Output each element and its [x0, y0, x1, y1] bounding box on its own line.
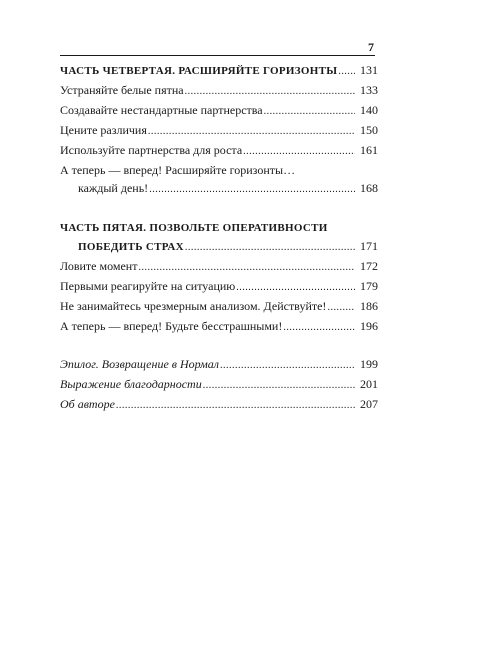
toc-entry[interactable] [60, 121, 378, 141]
toc-part-5 [60, 219, 378, 337]
toc-entry-title: Создавайте нестандартные партнерства [60, 103, 263, 117]
toc-entry-page: 150 [360, 123, 378, 137]
toc-entry[interactable] [60, 257, 378, 277]
dot-leader [236, 277, 355, 297]
toc-entry[interactable] [60, 141, 378, 161]
dot-leader [327, 297, 355, 317]
toc-part-heading[interactable] [60, 237, 378, 257]
dot-leader [138, 257, 355, 277]
toc-entry-title: Используйте партнерства для роста [60, 143, 243, 157]
toc-entry[interactable] [60, 375, 378, 395]
dot-leader [220, 355, 355, 375]
toc-entry-page: 168 [360, 181, 378, 195]
toc-entry[interactable] [60, 355, 378, 375]
toc-entry-title: каждый день! [78, 181, 149, 195]
toc-entry-title: Ловите момент [60, 259, 138, 273]
toc-entry[interactable] [60, 297, 378, 317]
toc-entry-title: Не занимайтесь чрезмерным анализом. Действуйте! [60, 299, 327, 313]
header-rule [60, 55, 375, 56]
toc-entry[interactable] [60, 395, 378, 415]
toc-entry-page: 172 [360, 259, 378, 273]
dot-leader [185, 237, 355, 257]
toc-entry[interactable] [60, 101, 378, 121]
toc-entry-title: А теперь — вперед! Будьте бесстрашными! [60, 319, 283, 333]
dot-leader [243, 141, 355, 161]
dot-leader [148, 121, 355, 141]
toc-entry-title: Цените различия [60, 123, 147, 137]
toc-part-heading-first-line[interactable]: ЧАСТЬ ПЯТАЯ. ПОЗВОЛЬТЕ ОПЕРАТИВНОСТИ [60, 222, 328, 234]
toc-entry-first-line[interactable]: А теперь — вперед! Расширяйте горизонты… [60, 163, 296, 177]
toc-part-heading[interactable] [60, 61, 378, 81]
toc-entry-page: 179 [360, 279, 378, 293]
toc-entry-title: Об авторе [60, 397, 115, 411]
dot-leader [338, 61, 355, 81]
toc-entry-page: 196 [360, 319, 378, 333]
section-spacer [60, 199, 378, 219]
toc-entry[interactable] [60, 179, 378, 199]
dot-leader [203, 375, 355, 395]
toc-entry-title: ЧАСТЬ ЧЕТВЕРТАЯ. РАСШИРЯЙТЕ ГОРИЗОНТЫ [60, 65, 338, 77]
toc-entry-page: 131 [360, 63, 378, 77]
toc-entry[interactable] [60, 317, 378, 337]
toc-entry-page: 186 [360, 299, 378, 313]
toc-entry-page: 161 [360, 143, 378, 157]
toc-entry[interactable] [60, 81, 378, 101]
toc-back-matter [60, 355, 378, 415]
toc-part-4 [60, 61, 378, 199]
dot-leader [264, 101, 355, 121]
toc-entry-title: Первыми реагируйте на ситуацию [60, 279, 236, 293]
toc-entry-page: 199 [360, 357, 378, 371]
toc-entry-title: Выражение благодарности [60, 377, 202, 391]
toc-entry-page: 133 [360, 83, 378, 97]
dot-leader [149, 179, 355, 199]
toc-entry-page: 207 [360, 397, 378, 411]
section-spacer [60, 337, 378, 355]
toc-entry-page: 171 [360, 239, 378, 253]
dot-leader [185, 81, 355, 101]
page-number: 7 [368, 40, 374, 54]
dot-leader [116, 395, 355, 415]
toc-entry-page: 201 [360, 377, 378, 391]
toc-entry-page: 140 [360, 103, 378, 117]
toc-entry-title: Эпилог. Возвращение в Нормал [60, 357, 219, 371]
toc-entry-title: ПОБЕДИТЬ СТРАХ [78, 241, 184, 253]
toc-entry-title: Устраняйте белые пятна [60, 83, 184, 97]
table-of-contents [60, 61, 378, 415]
dot-leader [283, 317, 355, 337]
toc-entry[interactable] [60, 277, 378, 297]
